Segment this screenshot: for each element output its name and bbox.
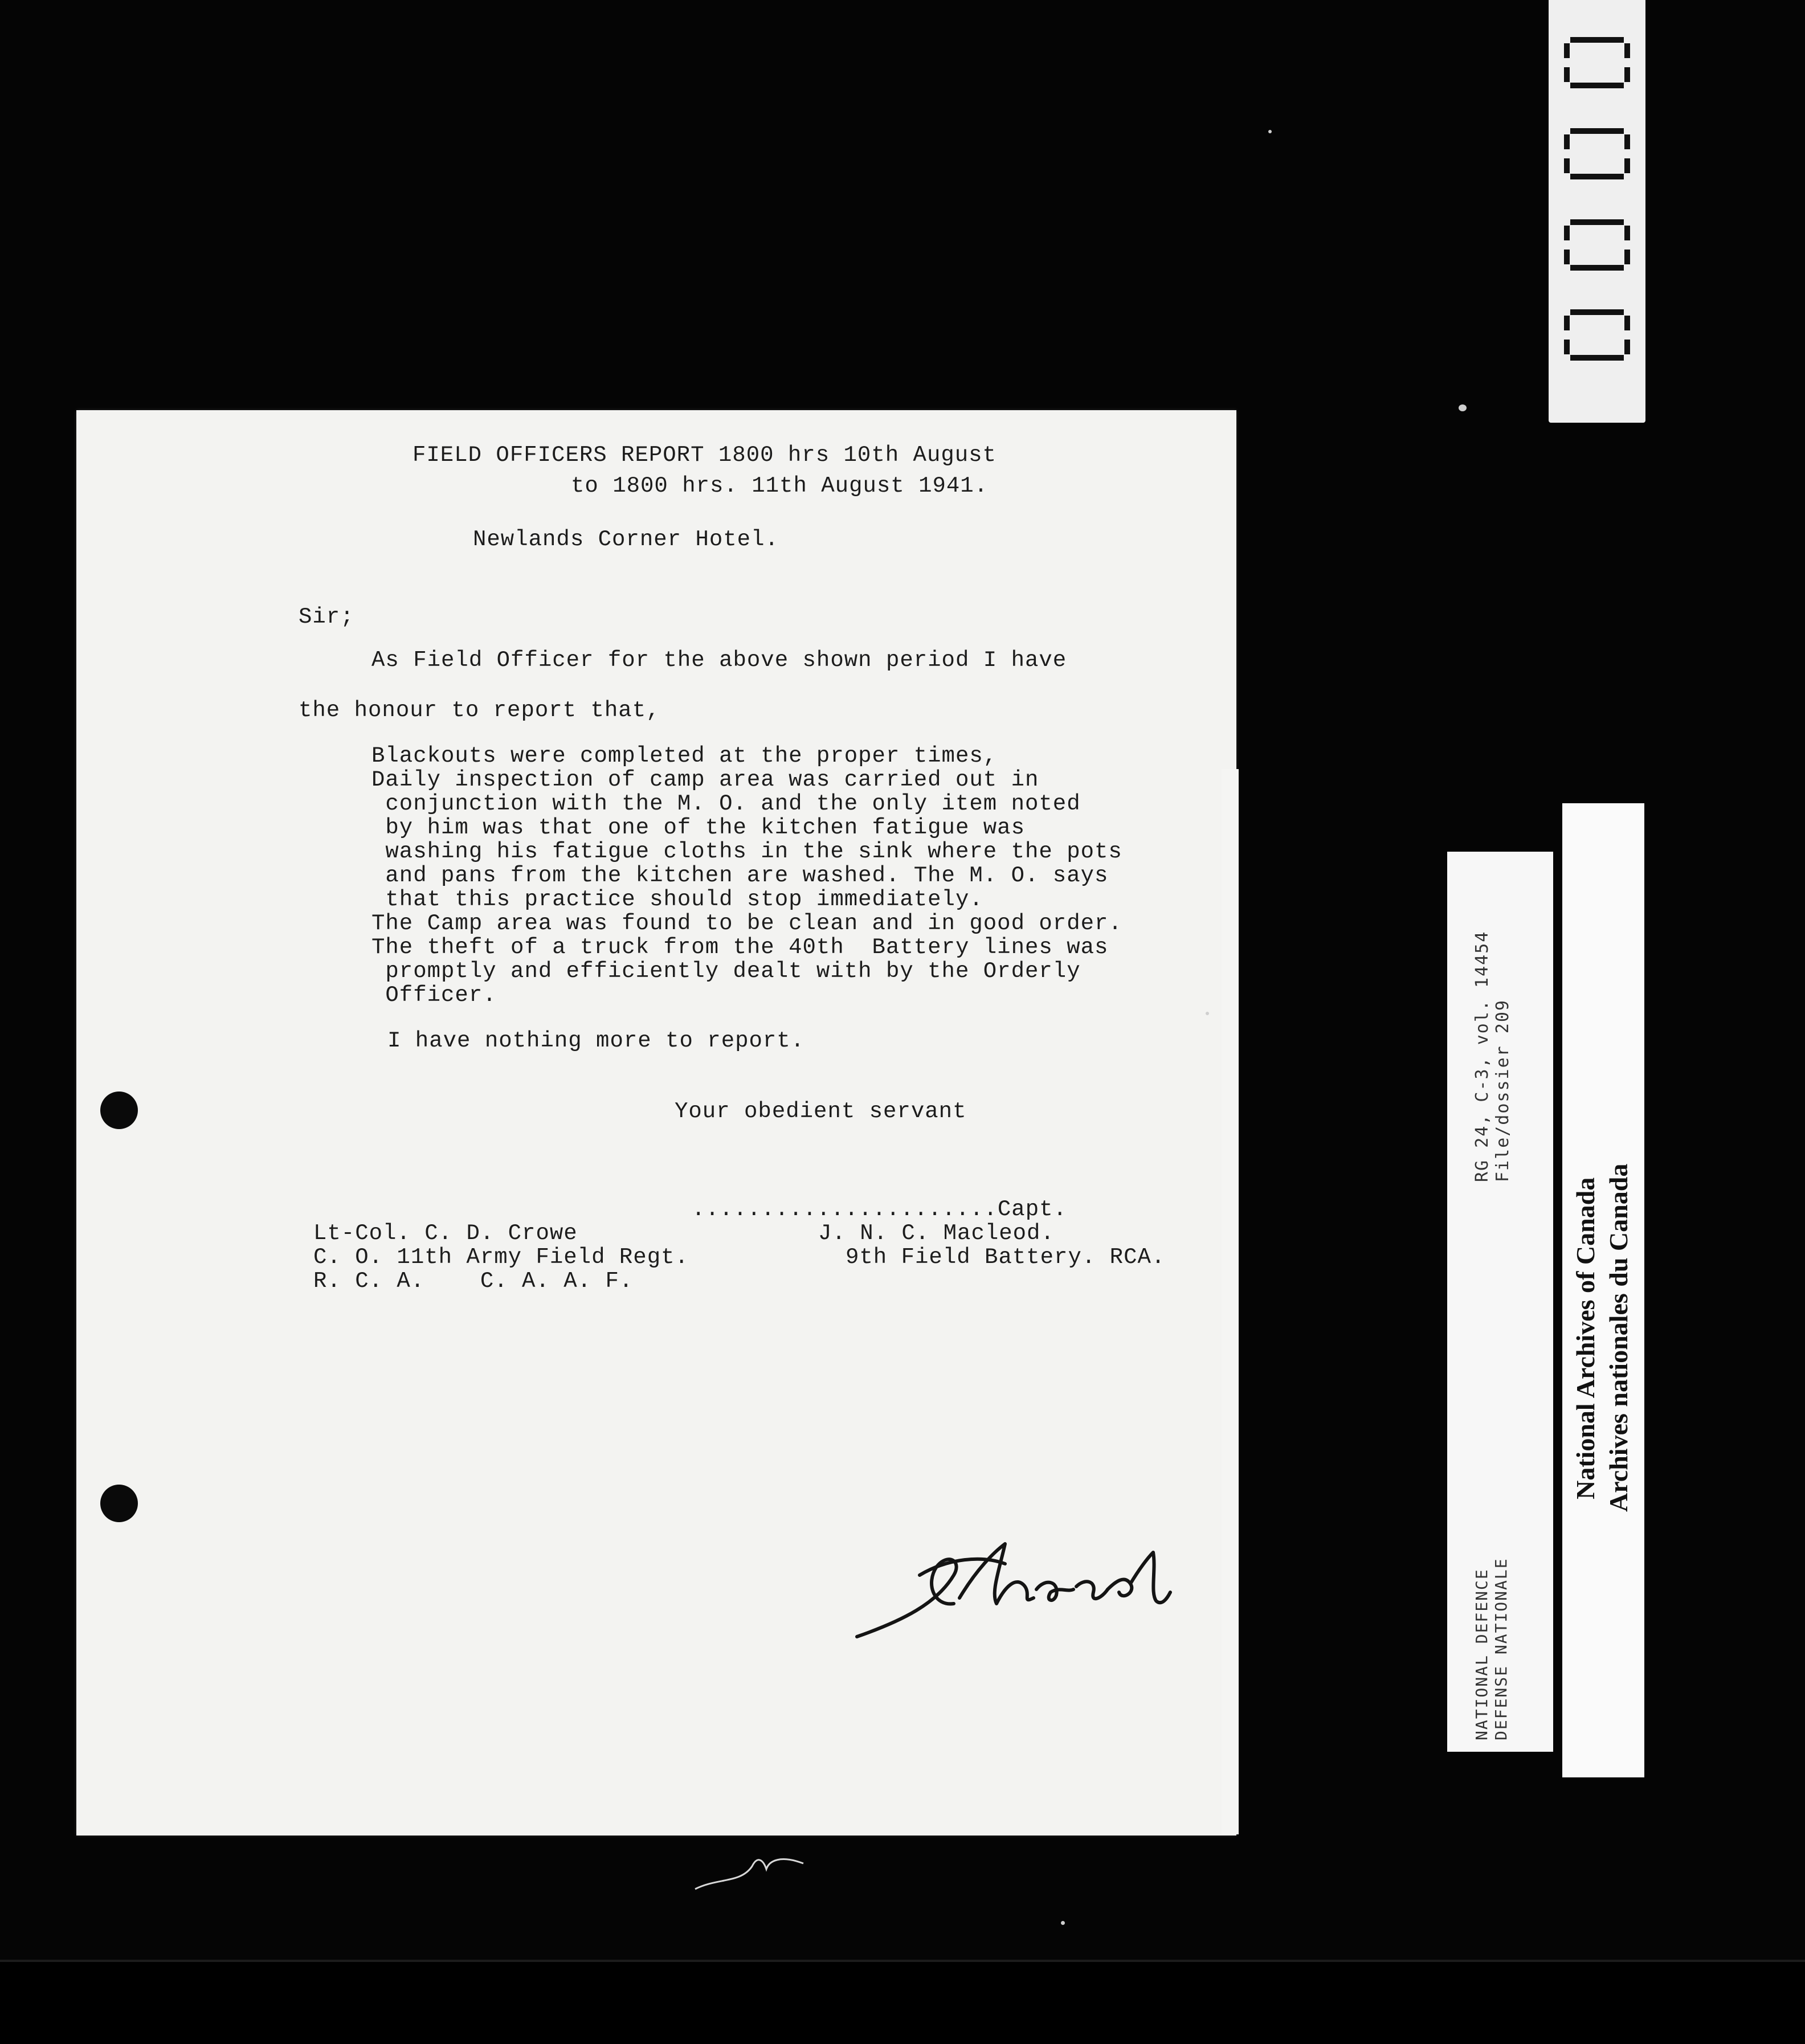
archives-name-en: National Archives of Canada [1571,1177,1600,1499]
body-line: by him was that one of the kitchen fatigue was [371,815,1025,840]
body-line: Blackouts were completed at the proper times, [371,743,998,768]
punch-hole [100,1092,138,1129]
scratch-mark [689,1843,820,1895]
body-line: conjunction with the M. O. and the only item noted [371,791,1081,816]
signature-line: ......................Capt. [692,1197,1067,1222]
body-line: promptly and efficiently dealt with by the Orderly [371,959,1081,984]
recipient-line3: R. C. A. C. A. A. F. [313,1269,634,1294]
sender-name: J. N. C. Macleod. [818,1221,1055,1246]
frame-counter-digit [1562,218,1632,272]
paper-edge [1222,769,1239,1834]
reference-line2: File/dossier 209 [1493,999,1513,1182]
sender-unit: 9th Field Battery. RCA. [846,1245,1166,1270]
report-title-line1: FIELD OFFICERS REPORT 1800 hrs 10th August [413,443,997,468]
dust-speck [1061,1921,1065,1925]
document-page [76,410,1236,1835]
archives-name-fr: Archives nationales du Canada [1604,1163,1633,1512]
body-line: Daily inspection of camp area was carried out in [371,767,1039,792]
salutation: Sir; [299,604,354,629]
reference-line1: RG 24, C-3, vol. 14454 [1472,930,1492,1182]
body-line: The Camp area was found to be clean and in good order. [371,911,1122,936]
department-line1: NATIONAL DEFENCE [1472,1568,1491,1740]
frame-counter-digit [1562,126,1632,181]
handwritten-signature [834,1535,1176,1644]
dust-speck [1459,404,1467,411]
body-line: washing his fatigue cloths in the sink where the pots [371,839,1122,864]
body-line: that this practice should stop immediately. [371,887,983,912]
punch-hole [100,1485,138,1522]
frame-counter-strip [1549,0,1645,423]
national-archives-label [1562,803,1644,1777]
intro-line2: the honour to report that, [299,698,660,723]
closing-note: I have nothing more to report. [387,1028,805,1053]
national-defence-label [1447,852,1553,1752]
frame-counter-digit [1562,35,1632,90]
recipient-line2: C. O. 11th Army Field Regt. [313,1245,689,1270]
report-title-line2: to 1800 hrs. 11th August 1941. [571,473,989,498]
valediction: Your obedient servant [675,1099,967,1124]
body-line: The theft of a truck from the 40th Battery lines was [371,935,1109,960]
body-line: Officer. [371,983,497,1008]
dust-speck [1268,130,1272,133]
frame-counter-digit [1562,308,1632,362]
department-line2: DEFENSE NATIONALE [1492,1557,1510,1740]
scan-bottom-band [0,1960,1805,2044]
intro-line1: As Field Officer for the above shown period I have [371,648,1067,673]
report-location: Newlands Corner Hotel. [473,527,779,552]
recipient-line1: Lt-Col. C. D. Crowe [313,1221,578,1246]
dust-speck [1206,1012,1209,1015]
body-line: and pans from the kitchen are washed. The M. O. says [371,863,1109,888]
